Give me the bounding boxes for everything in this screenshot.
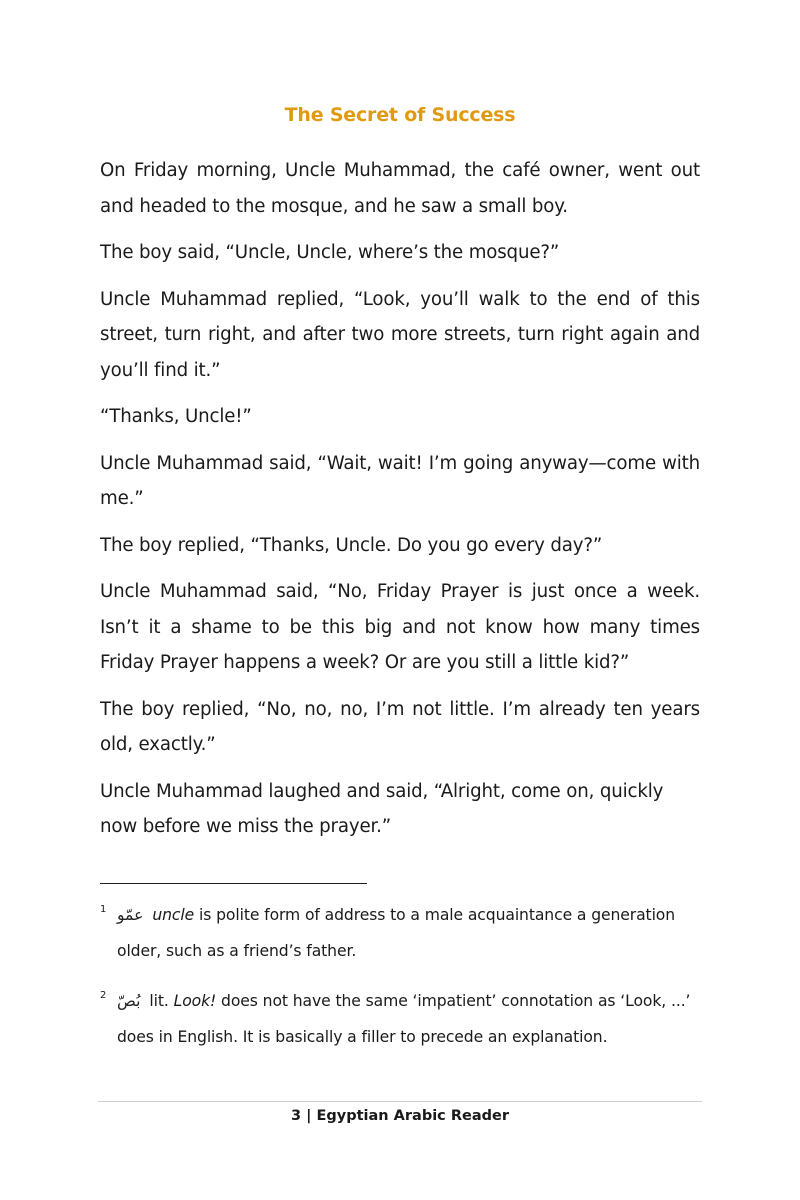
page-footer	[0, 1108, 800, 1124]
footer-separator: |	[301, 1108, 317, 1124]
story-body	[100, 153, 700, 856]
book-title: Egyptian Arabic Reader	[316, 1108, 509, 1124]
footnote-text: does not have the same ‘impatient’ connotation as ‘Look, ...’ does in English. It is basically a filler to precede an explanation.	[117, 992, 691, 1046]
footnote-number: 1	[100, 904, 107, 915]
paragraph: On Friday morning, Uncle Muhammad, the café owner, went out and headed to the mosque, and he saw a small boy.	[100, 160, 700, 217]
footnote-prefix: lit.	[149, 992, 174, 1010]
footer-divider	[98, 1101, 702, 1102]
paragraph: Uncle Muhammad said, “Wait, wait! I’m going anyway—come with me.”	[100, 452, 700, 509]
footnote	[100, 897, 700, 969]
footnote-arabic-term: عمّو	[117, 906, 144, 924]
page-title: The Secret of Success	[284, 104, 516, 126]
paragraph: Uncle Muhammad replied, “Look, you’ll walk to the end of this street, turn right, and after two more streets, turn right again and you’ll find it.”	[100, 288, 700, 381]
paragraph: “Thanks, Uncle!”	[100, 406, 252, 427]
footnotes	[100, 897, 700, 1069]
footnote-arabic-term: بُصّ	[117, 992, 141, 1010]
paragraph: The boy replied, “Thanks, Uncle. Do you go every day?”	[100, 534, 603, 556]
footnote	[100, 983, 700, 1055]
paragraph: Uncle Muhammad said, “No, Friday Prayer is just once a week. Isn’t it a shame to be this big and not know how many times Friday Prayer happens a week? Or are you still a little kid?”	[100, 581, 700, 673]
paragraph: The boy said, “Uncle, Uncle, where’s the mosque?”	[100, 242, 560, 263]
paragraph: Uncle Muhammad laughed and said, “Alright, come on, quickly now before we miss the prayer.”	[100, 780, 664, 837]
paragraph: The boy replied, “No, no, no, I’m not little. I’m already ten years old, exactly.”	[100, 698, 700, 755]
footnote-number: 2	[100, 990, 107, 1001]
footnote-term: Look!	[173, 992, 217, 1010]
footnote-divider	[100, 883, 367, 884]
footnote-text: is polite form of address to a male acquaintance a generation older, such as a friend’s father.	[117, 906, 676, 960]
page-number: 3	[291, 1108, 302, 1124]
footnote-term: uncle	[152, 906, 195, 924]
